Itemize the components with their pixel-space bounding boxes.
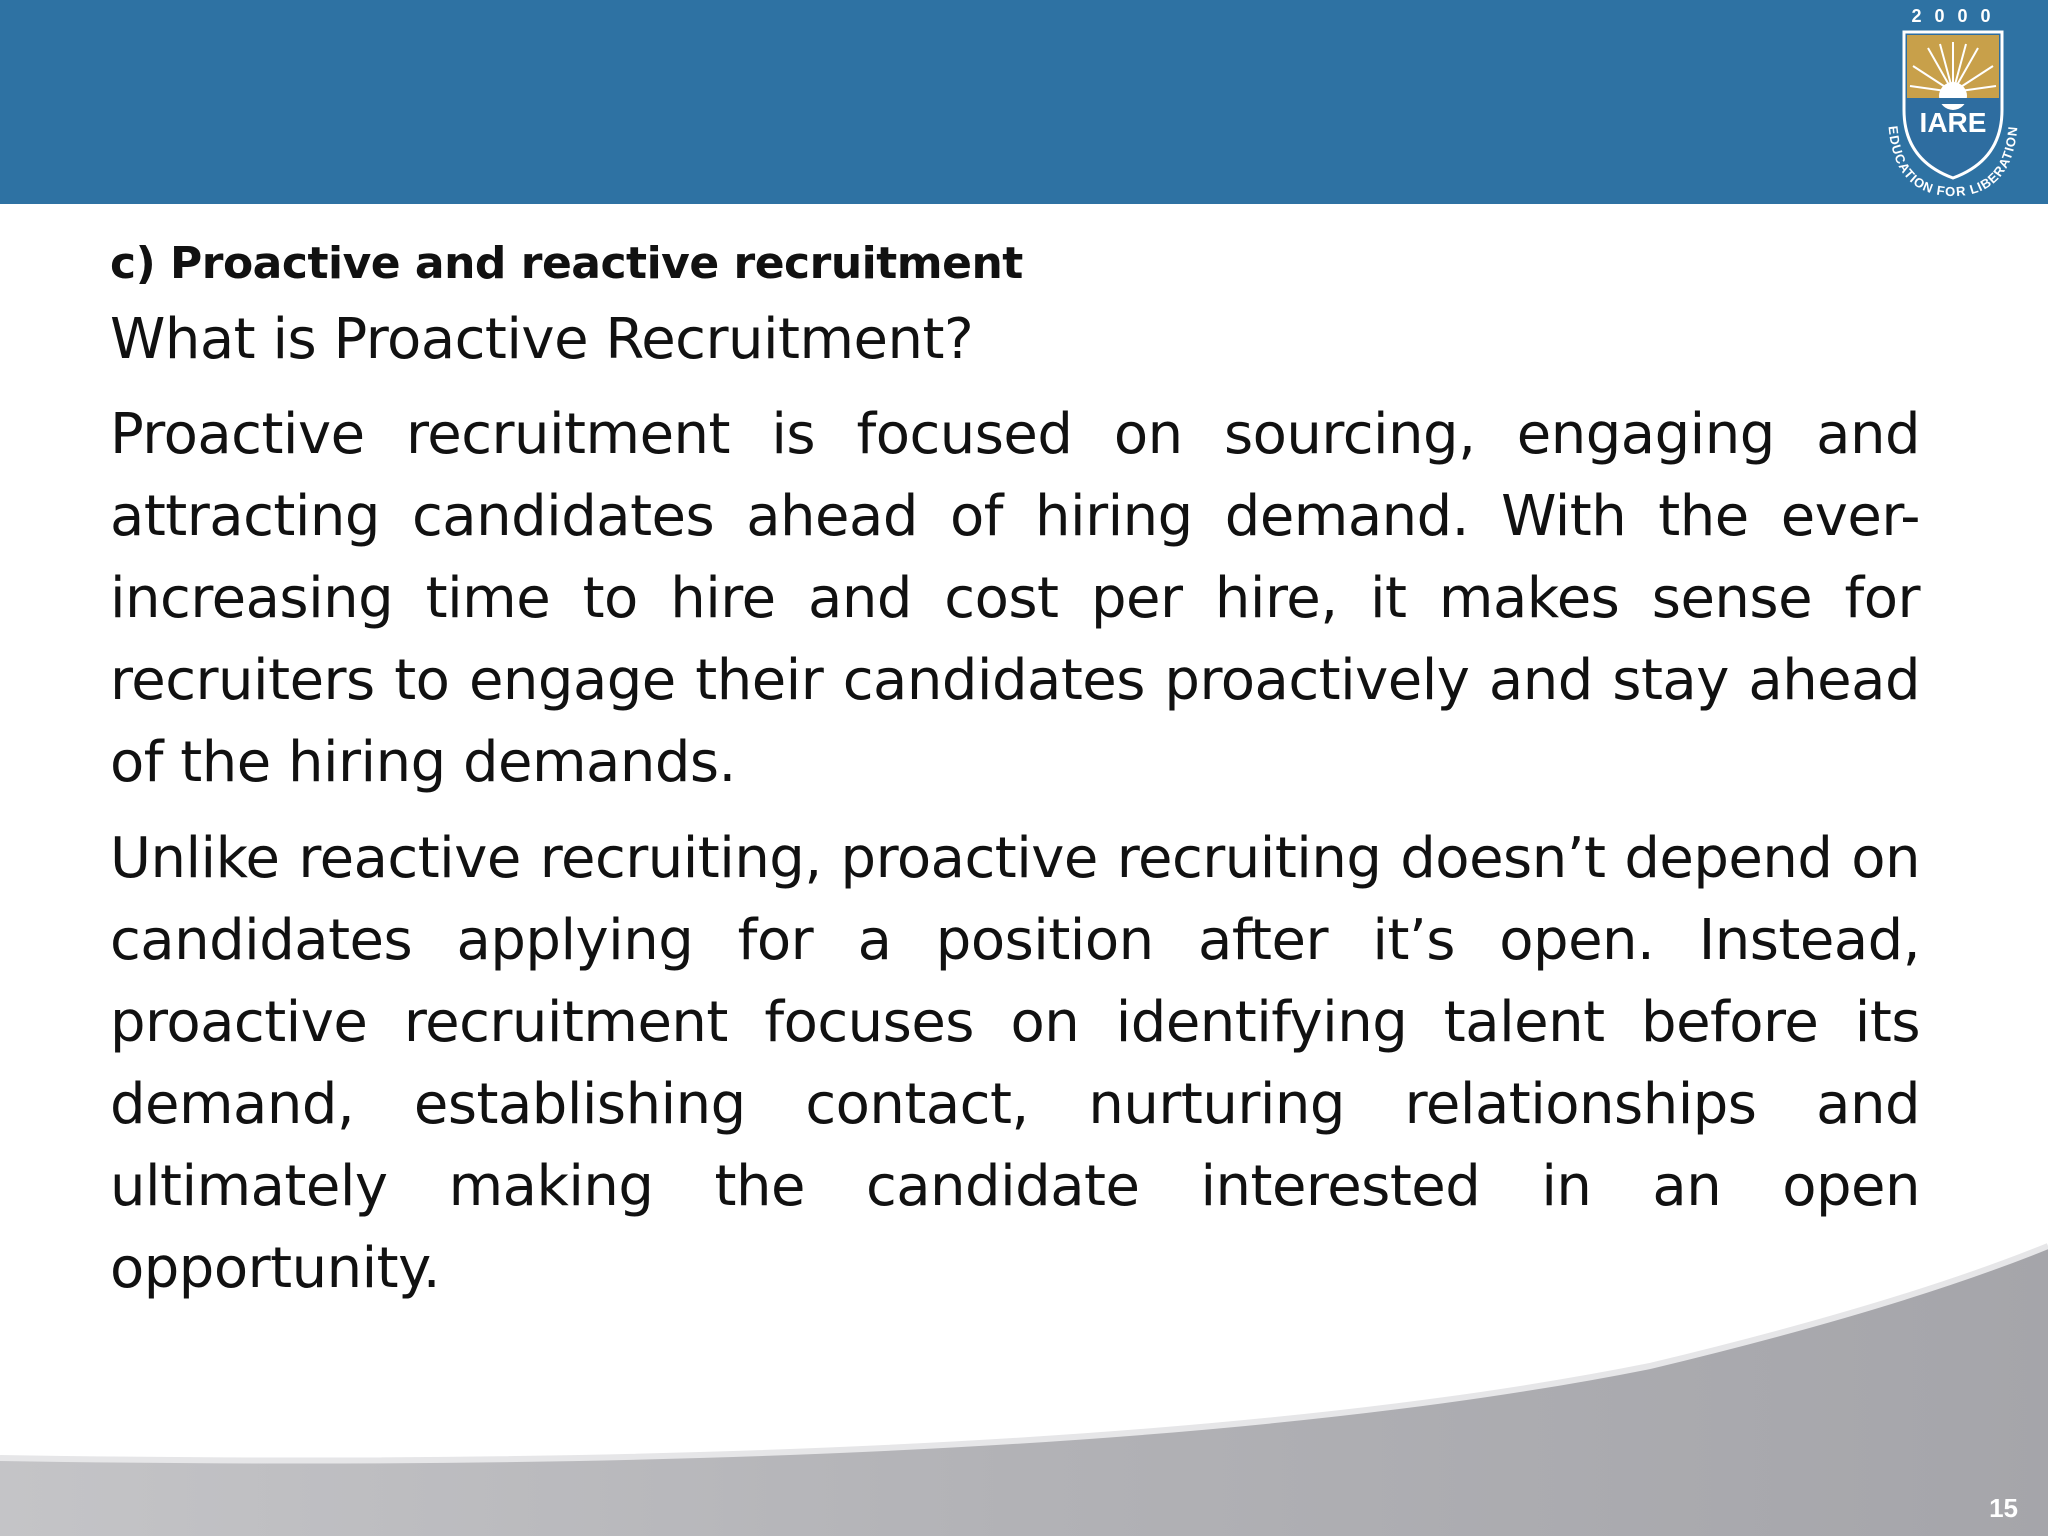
question-heading: What is Proactive Recruitment? [110, 307, 974, 372]
logo-motto: EDUCATION FOR LIBERATION [1885, 125, 2021, 200]
logo-name: IARE [1919, 107, 1987, 138]
page-number: 15 [1989, 1493, 2018, 1523]
paragraph-proactive-definition: Proactive recruitment is focused on sourcing, engaging and attracting candidates ahead of hiring demand. With the ever-increasing time to hire and cost per hire, it makes sense for recruiters to engage their candidates proactively and stay ahead of the hiring demands. [110, 402, 1920, 795]
slide-content [110, 232, 1920, 1324]
header-band [0, 0, 2048, 204]
footer-swoosh [0, 1196, 2048, 1536]
paragraph-proactive-vs-reactive: Unlike reactive recruiting, proactive recruiting doesn’t depend on candidates applying for a position after it’s open. Instead, proactive recruitment focuses on identifying talent before its demand, establishing contact, nurturing relationships and ultimately making the candidate interested in an open opportunity. [110, 826, 1920, 1301]
iare-logo [1868, 0, 2038, 204]
section-heading: c) Proactive and reactive recruitment [110, 238, 1023, 289]
logo-year: 2 0 0 0 [1911, 6, 1995, 26]
